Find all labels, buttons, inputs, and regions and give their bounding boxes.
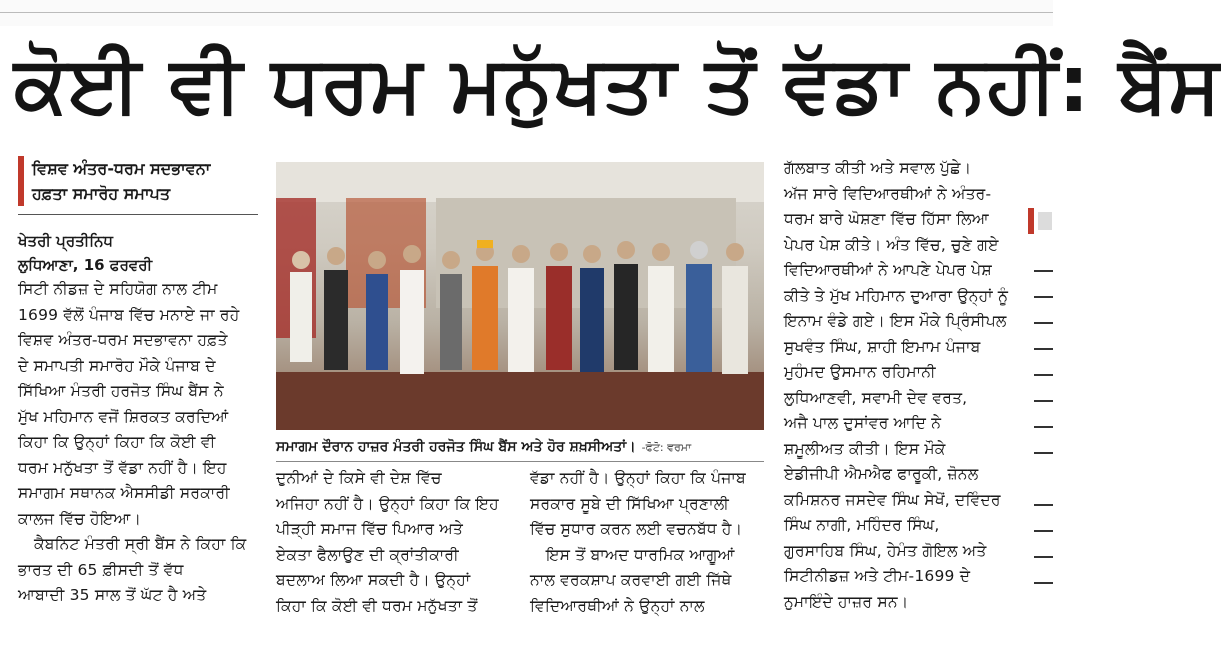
caption-text: ਸਮਾਗਮ ਦੌਰਾਨ ਹਾਜ਼ਰ ਮੰਤਰੀ ਹਰਜੋਤ ਸਿੰਘ ਬੈਂਸ ਅਤੇ ਹੋਰ ਸ਼ਖ਼ਸੀਅਤਾਂ।: [276, 439, 636, 455]
article-column-3: [530, 466, 768, 619]
dateline: ਲੁਧਿਆਣਾ, 16 ਫਰਵਰੀ: [18, 256, 153, 274]
adjacent-kicker-fragment: [1038, 212, 1052, 230]
adjacent-text-fragment: [1034, 426, 1053, 428]
body-line: ਕਿਹਾ ਕਿ ਉਨ੍ਹਾਂ ਕਿਹਾ ਕਿ ਕੋਈ ਵੀ: [18, 433, 216, 451]
body-line: 1699 ਵੱਲੋਂ ਪੰਜਾਬ ਵਿੱਚ ਮਨਾਏ ਜਾ ਰਹੇ: [18, 305, 240, 324]
body-line: ਸਮਾਗਮ ਸਥਾਨਕ ਐਸਸੀਡੀ ਸਰਕਾਰੀ: [18, 484, 230, 502]
kicker-rule: [18, 214, 258, 215]
body-line: ਇਨਾਮ ਵੰਡੇ ਗਏ। ਇਸ ਮੌਕੇ ਪ੍ਰਿੰਸੀਪਲ: [784, 312, 1007, 330]
body-line: ਮੁਹੰਮਦ ਉਸਮਾਨ ਰਹਿਮਾਨੀ: [784, 363, 936, 381]
headline: ਕੋਈ ਵੀ ਧਰਮ ਮਨੁੱਖਤਾ ਤੋਂ ਵੱਡਾ ਨਹੀਂ: ਬੈਂਸ: [14, 40, 1221, 130]
photo-credit: -ਫੋਟੋ: ਵਰਮਾ: [641, 441, 692, 454]
body-line: ਸਿੰਘ ਨਾਗੀ, ਮਹਿੰਦਰ ਸਿੰਘ,: [784, 516, 940, 534]
news-photo: [276, 162, 764, 430]
adjacent-text-fragment: [1034, 348, 1053, 350]
adjacent-article-edge: [1028, 30, 1053, 649]
body-line: ਨਾਲ ਵਰਕਸ਼ਾਪ ਕਰਵਾਈ ਗਈ ਜਿੱਥੇ: [530, 571, 732, 589]
adjacent-text-fragment: [1034, 582, 1053, 584]
body-line: ਬਦਲਾਅ ਲਿਆ ਸਕਦੀ ਹੈ। ਉਨ੍ਹਾਂ: [276, 571, 471, 589]
body-line: ਵਿਸ਼ਵ ਅੰਤਰ-ਧਰਮ ਸਦਭਾਵਨਾ ਹਫ਼ਤੇ: [18, 331, 228, 349]
article-column-2: [276, 466, 516, 619]
body-line: ਸੁਖਵੰਤ ਸਿੰਘ, ਸ਼ਾਹੀ ਇਮਾਮ ਪੰਜਾਬ: [784, 337, 981, 356]
body-line: ਵਿਦਿਆਰਥੀਆਂ ਨੇ ਉਨ੍ਹਾਂ ਨਾਲ: [530, 596, 705, 615]
byline: ਖੇਤਰੀ ਪ੍ਰਤੀਨਿਧ: [18, 232, 113, 250]
body-line: ਅੱਜ ਸਾਰੇ ਵਿਦਿਆਰਥੀਆਂ ਨੇ ਅੰਤਰ-: [784, 184, 992, 203]
adjacent-kicker-marker: [1028, 208, 1034, 234]
body-line: ਵੱਡਾ ਨਹੀਂ ਹੈ। ਉਨ੍ਹਾਂ ਕਿਹਾ ਕਿ ਪੰਜਾਬ: [530, 469, 746, 487]
body-line: ਧਰਮ ਮਨੁੱਖਤਾ ਤੋਂ ਵੱਡਾ ਨਹੀਂ ਹੈ। ਇਹ: [18, 458, 227, 477]
kicker-line: ਹਫ਼ਤਾ ਸਮਾਰੋਹ ਸਮਾਪਤ: [32, 184, 171, 203]
body-line: ਨੁਮਾਇੰਦੇ ਹਾਜ਼ਰ ਸਨ।: [784, 592, 909, 611]
body-line: ਧਰਮ ਬਾਰੇ ਘੋਸ਼ਣਾ ਵਿੱਚ ਹਿੱਸਾ ਲਿਆ: [784, 210, 989, 228]
body-line: ਸਿਟੀ ਨੀਡਜ਼ ਦੇ ਸਹਿਯੋਗ ਨਾਲ ਟੀਮ: [18, 280, 218, 298]
adjacent-text-fragment: [1034, 374, 1053, 376]
body-line: ਕਿਹਾ ਕਿ ਕੋਈ ਵੀ ਧਰਮ ਮਨੁੱਖਤਾ ਤੋਂ: [276, 596, 478, 615]
photo-caption: [276, 436, 764, 458]
body-line: ਏਡੀਜੀਪੀ ਐਮਐਫ ਫਾਰੂਕੀ, ਜ਼ੋਨਲ: [784, 465, 979, 483]
body-line: ਏਕਤਾ ਫੈਲਾਉਣ ਦੀ ਕ੍ਰਾਂਤੀਕਾਰੀ: [276, 545, 459, 564]
adjacent-text-fragment: [1034, 504, 1053, 506]
kicker-line: ਵਿਸ਼ਵ ਅੰਤਰ-ਧਰਮ ਸਦਭਾਵਨਾ: [32, 159, 211, 178]
adjacent-text-fragment: [1034, 530, 1053, 532]
body-line: ਪੀੜ੍ਹੀ ਸਮਾਜ ਵਿੱਚ ਪਿਆਰ ਅਤੇ: [276, 520, 464, 538]
body-line: ਅਜਿਹਾ ਨਹੀਂ ਹੈ। ਉਨ੍ਹਾਂ ਕਿਹਾ ਕਿ ਇਹ: [276, 494, 499, 513]
caption-rule: [276, 461, 764, 462]
adjacent-text-fragment: [1034, 296, 1053, 298]
body-line: ਸਿੱਖਿਆ ਮੰਤਰੀ ਹਰਜੋਤ ਸਿੰਘ ਬੈਂਸ ਨੇ: [18, 382, 224, 400]
top-rule: [0, 12, 1053, 13]
adjacent-text-fragment: [1034, 322, 1053, 324]
page-top-strip: [0, 0, 1053, 26]
ceiling: [276, 162, 764, 202]
body-line: ਗੱਲਬਾਤ ਕੀਤੀ ਅਤੇ ਸਵਾਲ ਪੁੱਛੇ।: [784, 159, 972, 177]
body-line: ਵਿੱਚ ਸੁਧਾਰ ਕਰਨ ਲਈ ਵਚਨਬੱਧ ਹੈ।: [530, 520, 743, 538]
article-column-4: [784, 156, 1024, 615]
body-line: ਮੁੱਖ ਮਹਿਮਾਨ ਵਜੋਂ ਸ਼ਿਰਕਤ ਕਰਦਿਆਂ: [18, 407, 229, 426]
article-column-1: [18, 156, 258, 609]
body-line: ਕੀਤੇ ਤੇ ਮੁੱਖ ਮਹਿਮਾਨ ਦੁਆਰਾ ਉਨ੍ਹਾਂ ਨੂੰ: [784, 286, 1009, 305]
adjacent-text-fragment: [1034, 556, 1053, 558]
body-line: ਇਸ ਤੋਂ ਬਾਅਦ ਧਾਰਮਿਕ ਆਗੂਆਂ: [546, 545, 735, 564]
adjacent-text-fragment: [1034, 400, 1053, 402]
body-line: ਸਿਟੀਨੀਡਜ਼ ਅਤੇ ਟੀਮ-1699 ਦੇ: [784, 567, 971, 585]
body-line: ਆਬਾਦੀ 35 ਸਾਲ ਤੋਂ ਘੱਟ ਹੈ ਅਤੇ: [18, 586, 207, 604]
body-line: ਕਾਲਜ ਵਿੱਚ ਹੋਇਆ।: [18, 509, 142, 528]
adjacent-text-fragment: [1034, 452, 1053, 454]
body-line: ਗੁਰਸਾਹਿਬ ਸਿੰਘ, ਹੇਮੰਤ ਗੋਇਲ ਅਤੇ: [784, 541, 987, 560]
kicker: [18, 156, 258, 206]
body-line: ਅਜੈ ਪਾਲ ਦੁਸਾਂਵਰ ਆਦਿ ਨੇ: [784, 414, 942, 432]
body-line: ਦੁਨੀਆਂ ਦੇ ਕਿਸੇ ਵੀ ਦੇਸ਼ ਵਿੱਚ: [276, 469, 442, 487]
body-line: ਵਿਦਿਆਰਥੀਆਂ ਨੇ ਆਪਣੇ ਪੇਪਰ ਪੇਸ਼: [784, 261, 992, 279]
body-line: ਲੁਧਿਆਣਵੀ, ਸਵਾਮੀ ਦੇਵ ਵਰਤ,: [784, 388, 968, 407]
body-line: ਦੇ ਸਮਾਪਤੀ ਸਮਾਰੋਹ ਮੌਕੇ ਪੰਜਾਬ ਦੇ: [18, 356, 216, 375]
body-line: ਭਾਰਤ ਦੀ 65 ਫ਼ੀਸਦੀ ਤੋਂ ਵੱਧ: [18, 560, 184, 579]
body-line: ਕੈਬਨਿਟ ਮੰਤਰੀ ਸ੍ਰੀ ਬੈਂਸ ਨੇ ਕਿਹਾ ਕਿ: [34, 535, 247, 553]
adjacent-text-fragment: [1034, 270, 1053, 272]
body-line: ਪੇਪਰ ਪੇਸ਼ ਕੀਤੇ। ਅੰਤ ਵਿੱਚ, ਚੁਣੇ ਗਏ: [784, 235, 999, 254]
body-line: ਸ਼ਮੂਲੀਅਤ ਕੀਤੀ। ਇਸ ਮੌਕੇ: [784, 439, 946, 458]
stage: [276, 372, 764, 430]
photo-illustration: [276, 162, 764, 430]
body-line: ਸਰਕਾਰ ਸੂਬੇ ਦੀ ਸਿੱਖਿਆ ਪ੍ਰਣਾਲੀ: [530, 494, 730, 513]
body-line: ਕਮਿਸ਼ਨਰ ਜਸਦੇਵ ਸਿੰਘ ਸੇਖੋਂ, ਦਵਿੰਦਰ: [784, 490, 1001, 509]
